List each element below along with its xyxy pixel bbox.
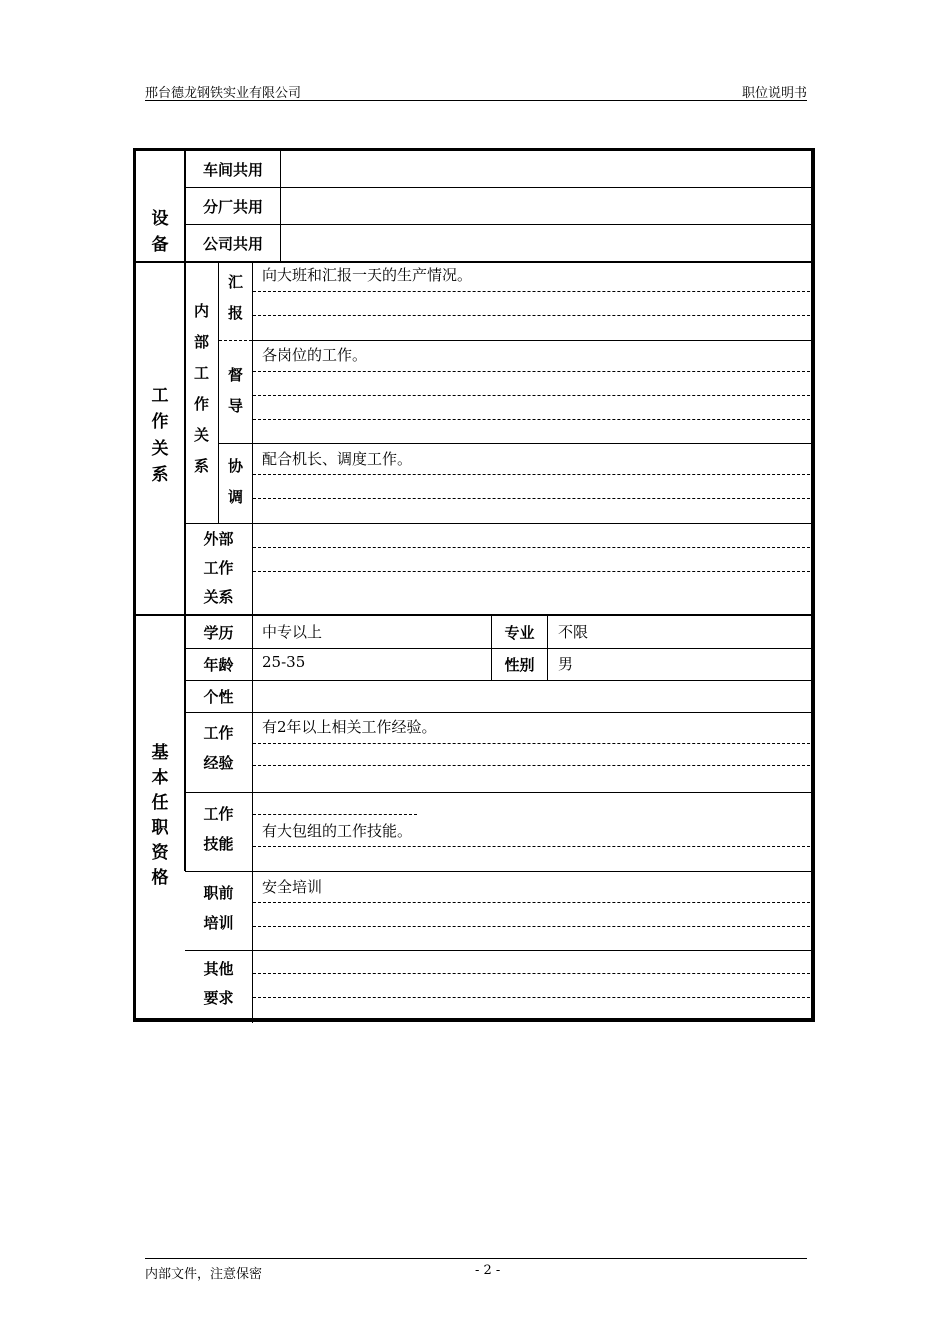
equipment-row-branch-value[interactable] [281,188,812,224]
experience-label: 工作经验 [203,724,234,772]
equipment-row-workshop-label: 车间共用 [202,160,263,179]
training-value: 安全培训 [262,878,323,896]
page-footer [145,1258,807,1282]
coordinate-text: 配合机长、调度工作。 [262,450,413,468]
equipment-row-branch-label: 分厂共用 [202,197,263,216]
major-label: 专业 [504,623,535,642]
equipment-section-label: 设备 [151,209,169,256]
equipment-row-workshop-value[interactable] [281,151,812,187]
equipment-row-company-value[interactable] [281,225,812,261]
qualifications-section-label: 基本任职资格 [151,743,169,888]
education-value: 中专以上 [262,623,323,641]
internal-relations-label: 内部工作关系 [194,302,210,475]
supervise-label: 督导 [228,366,244,415]
relations-section-label: 工作关系 [151,386,169,486]
document-type: 职位说明书 [741,86,807,101]
training-label: 职前培训 [203,884,234,932]
report-label: 汇报 [228,273,244,322]
gender-value: 男 [558,655,574,673]
age-label: 年龄 [203,656,234,674]
company-name: 邢台德龙钢铁实业有限公司 [145,86,302,101]
skills-label: 工作技能 [203,805,234,853]
external-relations-label: 外部工作关系 [203,530,234,606]
page-header [145,82,807,101]
other-requirements-label: 其他要求 [203,960,234,1007]
equipment-row-company-label: 公司共用 [202,234,263,253]
page-number: - 2 - [475,1263,501,1278]
age-value: 25-35 [262,653,306,671]
coordinate-label: 协调 [228,457,244,506]
education-label: 学历 [203,623,234,642]
supervise-text: 各岗位的工作。 [262,346,368,364]
skills-value: 有大包组的工作技能。 [262,822,413,840]
confidential-note: 内部文件，注意保密 [145,1267,263,1282]
personality-label: 个性 [203,688,234,706]
gender-label: 性别 [504,656,535,674]
job-description-form [133,148,815,1022]
report-text: 向大班和汇报一天的生产情况。 [262,266,473,284]
major-value: 不限 [558,623,589,641]
experience-value: 有2年以上相关工作经验。 [262,718,437,736]
